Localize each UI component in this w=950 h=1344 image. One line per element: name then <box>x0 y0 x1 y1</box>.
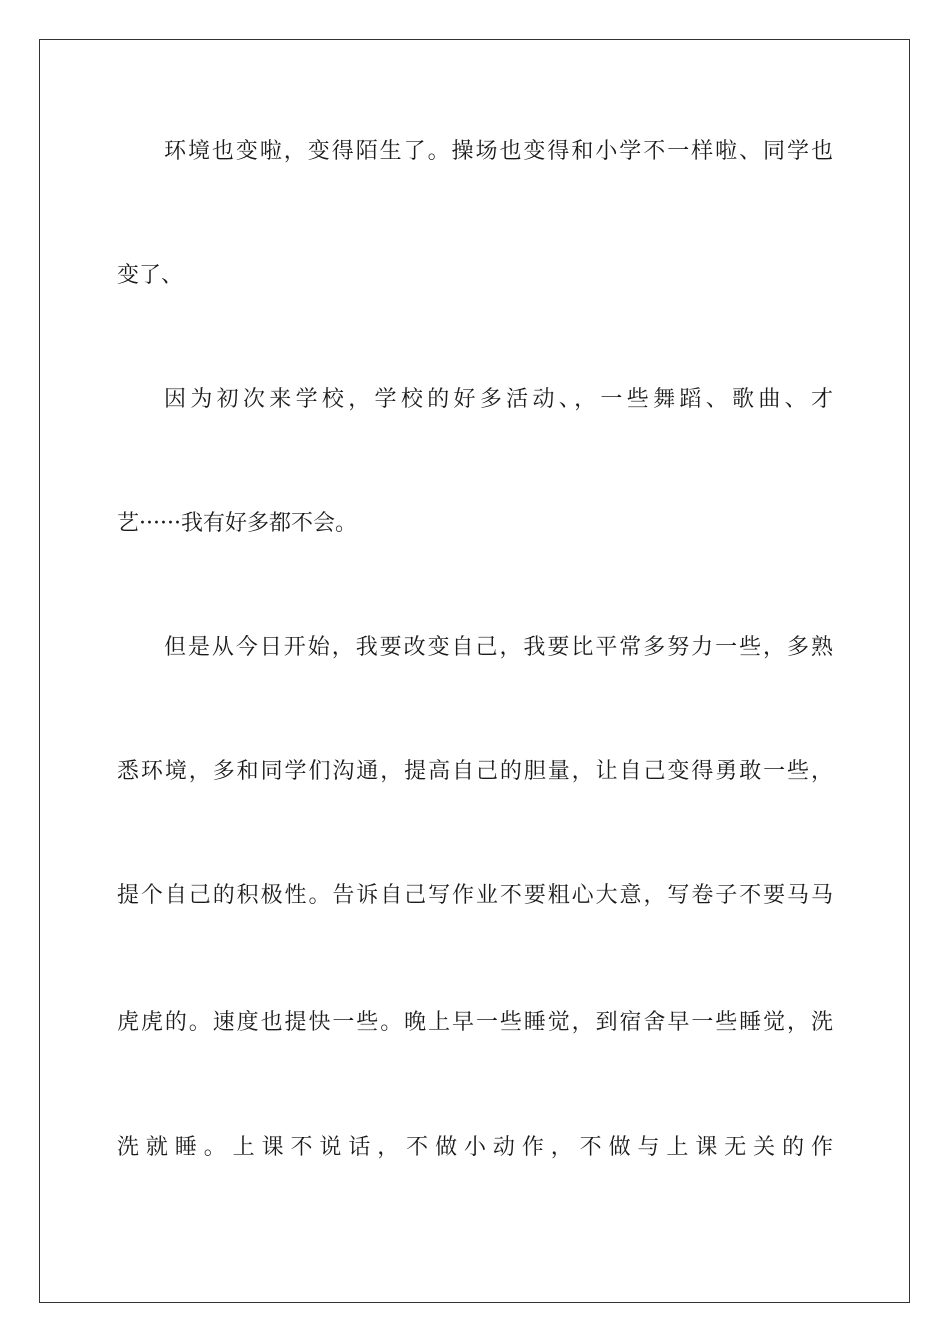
paragraph-3-line-2: 悉环境，多和同学们沟通，提高自己的胆量，让自己变得勇敢一些， <box>117 759 833 784</box>
paragraph-1-line-2: 变了、 <box>117 263 184 288</box>
paragraph-3-line-3: 提个自己的积极性。告诉自己写作业不要粗心大意，写卷子不要马马 <box>117 883 833 908</box>
page-border <box>39 39 910 1303</box>
paragraph-1-line-1: 环境也变啦，变得陌生了。操场也变得和小学不一样啦、同学也 <box>164 139 833 164</box>
paragraph-3-line-4: 虎虎的。速度也提快一些。晚上早一些睡觉，到宿舍早一些睡觉，洗 <box>117 1010 833 1035</box>
paragraph-3-line-5: 洗就睡。上课不说话，不做小动作，不做与上课无关的作 <box>117 1135 833 1160</box>
paragraph-2-line-2: 艺······我有好多都不会。 <box>117 511 357 536</box>
paragraph-2-line-1: 因为初次来学校，学校的好多活动、，一些舞蹈、歌曲、才 <box>164 387 833 412</box>
paragraph-3-line-1: 但是从今日开始，我要改变自己，我要比平常多努力一些，多熟 <box>164 635 833 660</box>
